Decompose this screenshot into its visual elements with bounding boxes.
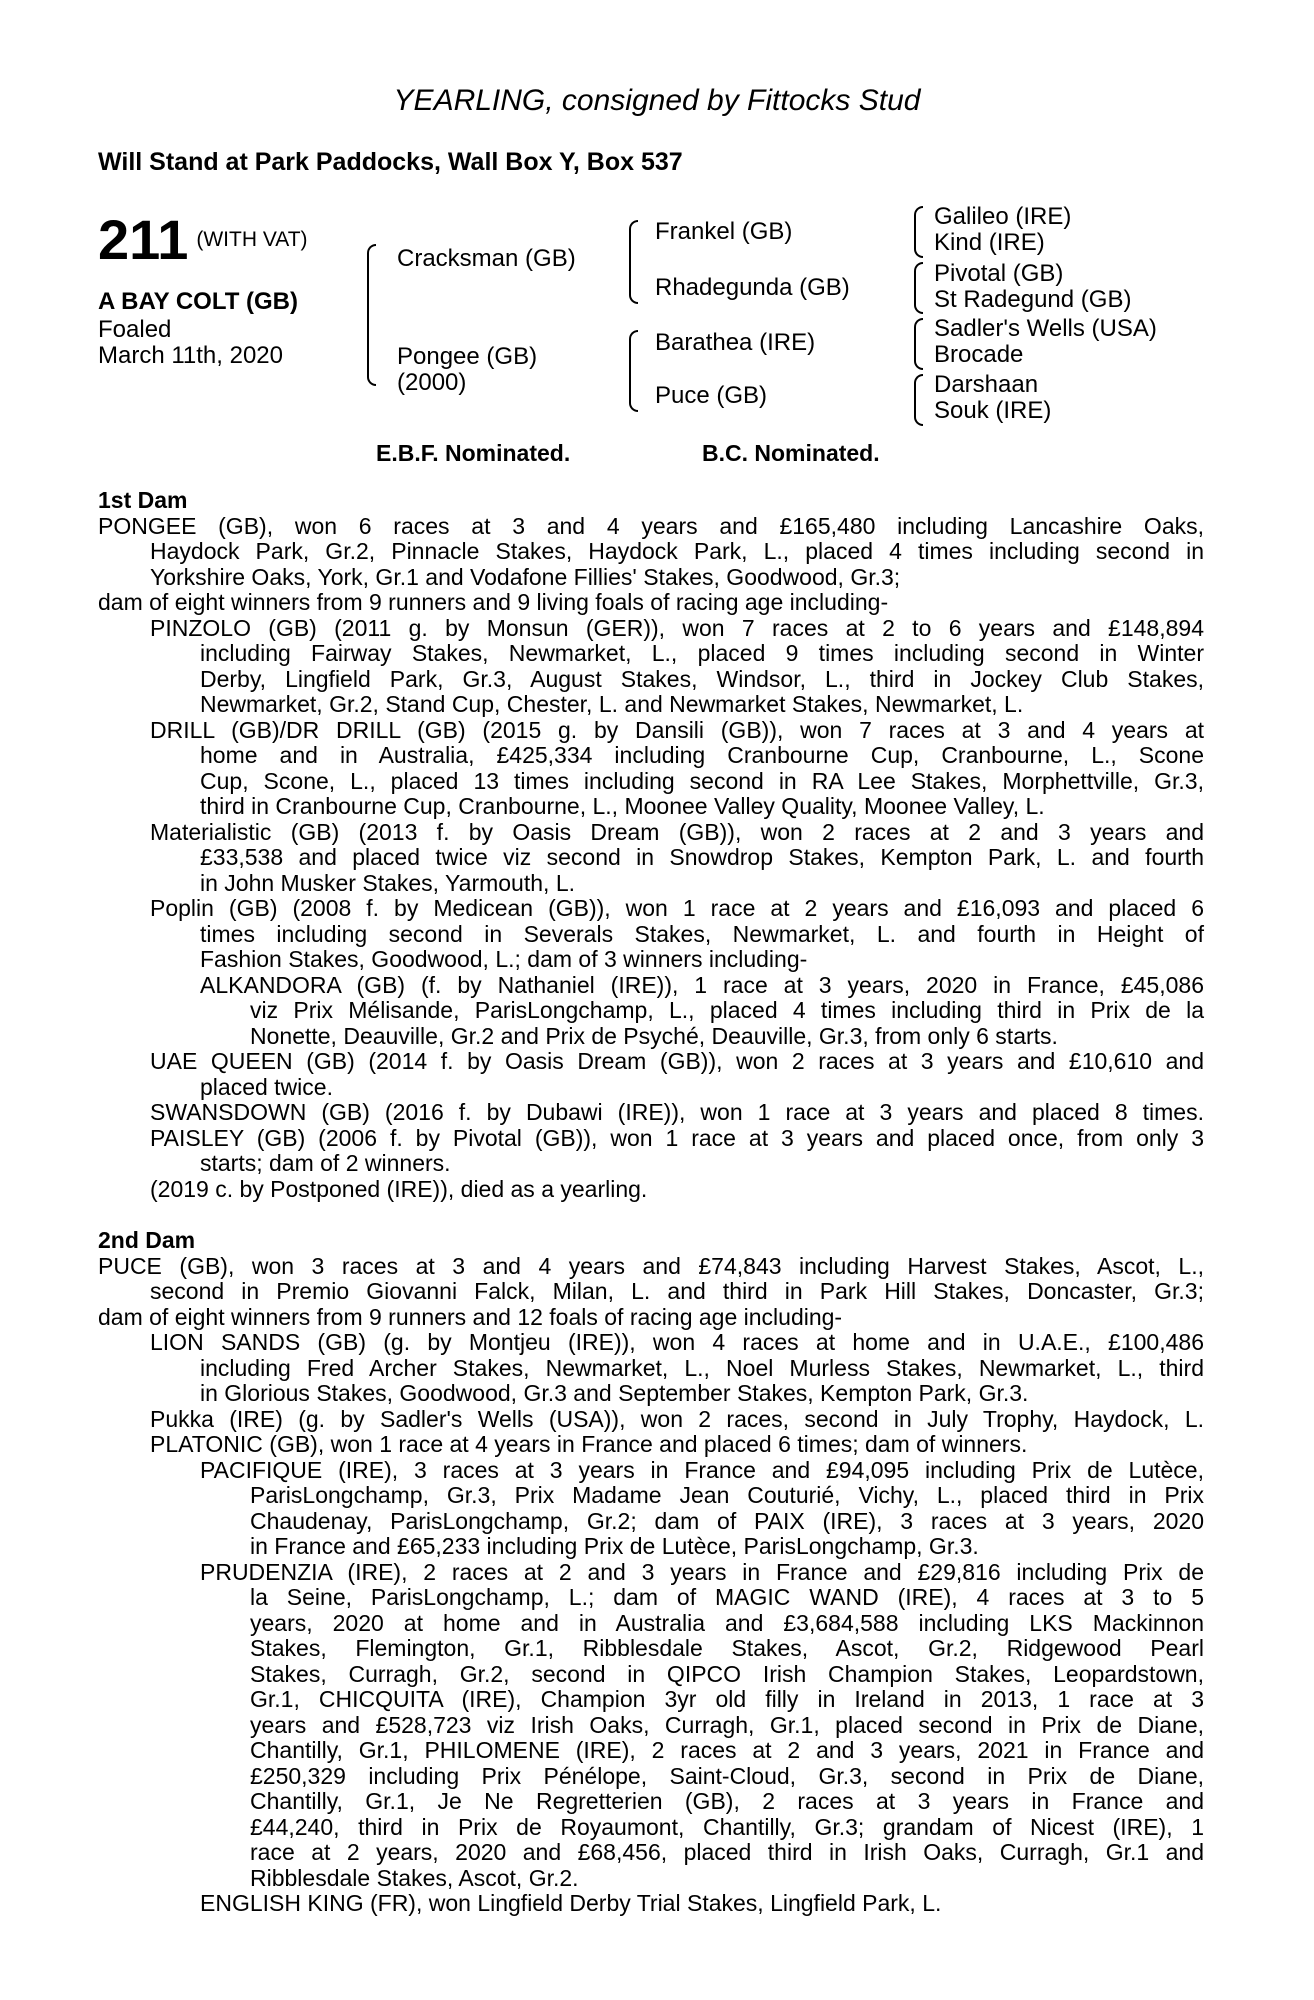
dam-line: Fashion Stakes, Goodwood, L.; dam of 3 winners including- [200,946,808,972]
first-dam-section [98,488,1204,1202]
dam-line: in John Musker Stakes, Yarmouth, L. [200,869,575,896]
pedigree-dam-sire: Barathea (IRE) [655,329,816,356]
dam-line: in France and £65,233 including Prix de Lutèce, ParisLongchamp, Gr.3. [250,1533,979,1559]
dam-line: Pukka (IRE) (g. by Sadler's Wells (USA)), won 2 races, second in July Trophy, Haydock, L. [150,1405,1204,1432]
pedigree-brace [914,374,923,426]
lot-number-block [98,207,308,272]
pedigree-sire: Cracksman (GB) [397,245,576,272]
dam-line: third in Cranbourne Cup, Cranbourne, L., Moonee Valley Quality, Moonee Valley, L. [200,793,1045,819]
dam-line: UAE QUEEN (GB) (2014 f. by Oasis Dream (GB)), won 2 races at 3 years and £10,610 and [150,1048,1204,1074]
pedigree-g7: Darshaan [934,371,1039,398]
pedigree-g6: Brocade [934,341,1024,368]
dam-line: Stakes, Flemington, Gr.1, Ribblesdale Stakes, Ascot, Gr.2, Ridgewood Pearl [250,1635,1204,1661]
dam-line: DRILL (GB)/DR DRILL (GB) (2015 g. by Dansili (GB)), won 7 races at 3 and 4 years at [150,716,1204,743]
bc-nominated: B.C. Nominated. [702,440,880,466]
dam-line: PUCE (GB), won 3 races at 3 and 4 years and £74,843 including Harvest Stakes, Ascot, L., [98,1252,1204,1279]
dam-line: PINZOLO (GB) (2011 g. by Monsun (GER)), won 7 races at 2 to 6 years and £148,894 [150,614,1204,641]
dam-line: Cup, Scone, L., placed 13 times including second in RA Lee Stakes, Morphettville, Gr.3, [200,767,1204,794]
pedigree-brace [629,330,638,412]
pedigree-g4: St Radegund (GB) [934,286,1132,313]
dam-line: SWANSDOWN (GB) (2016 f. by Dubawi (IRE)), won 1 race at 3 years and placed 8 times. [150,1099,1204,1125]
dam-line: Poplin (GB) (2008 f. by Medicean (GB)), won 1 race at 2 years and £16,093 and placed 6 [150,895,1204,921]
dam-line: ParisLongchamp, Gr.3, Prix Madame Jean Couturié, Vichy, L., placed third in Prix [250,1482,1204,1508]
page-title: YEARLING, consigned by Fittocks Stud [393,84,921,117]
dam-line: PRUDENZIA (IRE), 2 races at 2 and 3 years in France and £29,816 including Prix de [200,1558,1204,1585]
dam-line: times including second in Severals Stakes, Newmarket, L. and fourth in Height of [200,920,1204,947]
dam-line: starts; dam of 2 winners. [200,1150,451,1176]
dam-line: viz Prix Mélisande, ParisLongchamp, L., placed 4 times including third in Prix de la [250,997,1204,1023]
dam-line: £250,329 including Prix Pénélope, Saint-Cloud, Gr.3, second in Prix de Diane, [250,1762,1204,1789]
dam-line: placed twice. [200,1073,333,1100]
dam-line: Stakes, Curragh, Gr.2, second in QIPCO Irish Champion Stakes, Leopardstown, [250,1660,1204,1687]
dam-line: dam of eight winners from 9 runners and 9 living foals of racing age including- [98,589,889,615]
pedigree-brace [367,244,376,386]
pedigree-g2: Kind (IRE) [934,229,1045,256]
dam-line: dam of eight winners from 9 runners and 12 foals of racing age including- [98,1303,843,1330]
dam-line: PLATONIC (GB), won 1 race at 4 years in France and placed 6 times; dam of winners. [150,1431,1028,1457]
dam-line: (2019 c. by Postponed (IRE)), died as a yearling. [150,1175,648,1202]
pedigree-dam: Pongee (GB) [397,343,538,370]
pedigree-g3: Pivotal (GB) [934,260,1064,287]
pedigree-g1: Galileo (IRE) [934,203,1072,230]
dam-line: Derby, Lingfield Park, Gr.3, August Stakes, Windsor, L., third in Jockey Club Stakes, [200,665,1204,692]
pedigree-g8: Souk (IRE) [934,397,1052,424]
dam-line: race at 2 years, 2020 and £68,456, placed third in Irish Oaks, Curragh, Gr.1 and [250,1839,1204,1865]
dam-line: home and in Australia, £425,334 including Cranbourne Cup, Cranbourne, L., Scone [200,742,1204,768]
dam-line: Materialistic (GB) (2013 f. by Oasis Dream (GB)), won 2 races at 2 and 3 years and [150,818,1204,845]
dam-line: second in Premio Giovanni Falck, Milan, L. and third in Park Hill Stakes, Doncaster, Gr.3; [150,1278,1204,1304]
dam-line: PACIFIQUE (IRE), 3 races at 3 years in France and £94,095 including Prix de Lutèce, [200,1456,1204,1483]
dam-line: la Seine, ParisLongchamp, L.; dam of MAGIC WAND (IRE), 4 races at 3 to 5 [250,1584,1204,1610]
stand-location: Will Stand at Park Paddocks, Wall Box Y, Box 537 [98,148,683,176]
dam-line: Ribblesdale Stakes, Ascot, Gr.2. [250,1864,579,1891]
dam-line: Chaudenay, ParisLongchamp, Gr.2; dam of PAIX (IRE), 3 races at 3 years, 2020 [250,1507,1204,1534]
first-dam-heading: 1st Dam [98,487,188,513]
dam-line: ALKANDORA (GB) (f. by Nathaniel (IRE)), 1 race at 3 years, 2020 in France, £45,086 [200,971,1204,998]
dam-line: years and £528,723 viz Irish Oaks, Curragh, Gr.1, placed second in Prix de Diane, [250,1711,1204,1738]
dam-line: in Glorious Stakes, Goodwood, Gr.3 and September Stakes, Kempton Park, Gr.3. [200,1380,1029,1406]
pedigree-brace [629,220,638,304]
pedigree-g5: Sadler's Wells (USA) [934,315,1157,342]
foaled-date: March 11th, 2020 [98,342,284,369]
pedigree-brace [914,206,923,258]
dam-line: Chantilly, Gr.1, PHILOMENE (IRE), 2 races at 2 and 3 years, 2021 in France and [250,1737,1204,1763]
foaled-label: Foaled [98,316,172,343]
dam-line: Haydock Park, Gr.2, Pinnacle Stakes, Haydock Park, L., placed 4 times including second in [150,538,1204,564]
dam-line: £44,240, third in Prix de Royaumont, Chantilly, Gr.3; grandam of Nicest (IRE), 1 [250,1813,1204,1840]
lot-number: 211 [98,208,189,271]
dam-line: LION SANDS (GB) (g. by Montjeu (IRE)), won 4 races at home and in U.A.E., £100,486 [150,1329,1204,1355]
ebf-nominated: E.B.F. Nominated. [376,440,571,466]
second-dam-section [98,1228,1204,1917]
dam-line: years, 2020 at home and in Australia and £3,684,588 including LKS Mackinnon [250,1609,1204,1636]
dam-line: ENGLISH KING (FR), won Lingfield Derby Trial Stakes, Lingfield Park, L. [200,1890,942,1916]
pedigree-sire-sire: Frankel (GB) [655,218,793,245]
dam-line: PAISLEY (GB) (2006 f. by Pivotal (GB)), won 1 race at 3 years and placed once, from only 3 [150,1124,1204,1151]
pedigree-brace [914,262,923,314]
dam-line: Gr.1, CHICQUITA (IRE), Champion 3yr old filly in Ireland in 2013, 1 race at 3 [250,1686,1204,1712]
second-dam-heading: 2nd Dam [98,1227,196,1253]
pedigree-brace [914,318,923,370]
dam-line: Nonette, Deauville, Gr.2 and Prix de Psyché, Deauville, Gr.3, from only 6 starts. [250,1022,1058,1049]
dam-line: Newmarket, Gr.2, Stand Cup, Chester, L. and Newmarket Stakes, Newmarket, L. [200,691,1024,717]
horse-description: A BAY COLT (GB) [98,288,299,315]
dam-line: Chantilly, Gr.1, Je Ne Regretterien (GB), 2 races at 3 years in France and [250,1788,1204,1814]
pedigree-dam-dam: Puce (GB) [655,382,768,409]
vat-label: (WITH VAT) [196,227,308,251]
pedigree-dam-year: (2000) [397,369,467,396]
dam-line: including Fred Archer Stakes, Newmarket, L., Noel Murless Stakes, Newmarket, L., third [200,1354,1204,1381]
dam-line: £33,538 and placed twice viz second in Snowdrop Stakes, Kempton Park, L. and fourth [200,844,1204,870]
dam-line: including Fairway Stakes, Newmarket, L., placed 9 times including second in Winter [200,640,1204,666]
dam-line: PONGEE (GB), won 6 races at 3 and 4 years and £165,480 including Lancashire Oaks, [98,512,1204,539]
dam-line: Yorkshire Oaks, York, Gr.1 and Vodafone Fillies' Stakes, Goodwood, Gr.3; [150,563,901,590]
pedigree-sire-dam: Rhadegunda (GB) [655,274,850,301]
